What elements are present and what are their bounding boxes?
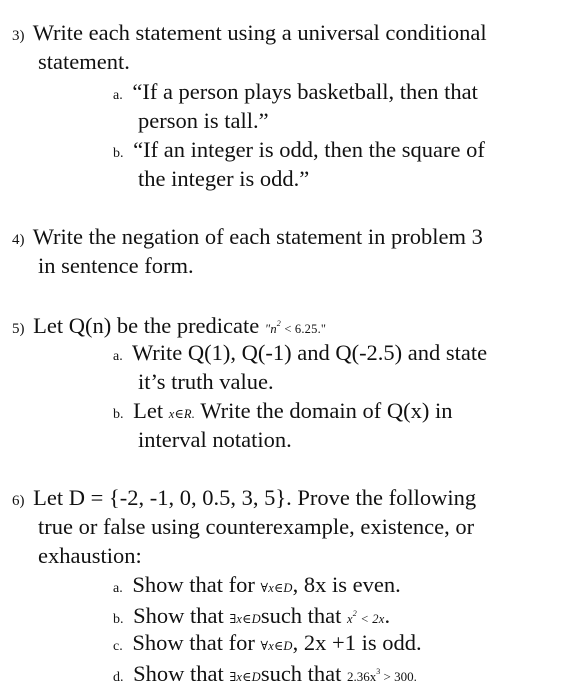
- problem-3b-text-cont: the integer is odd.”: [138, 166, 310, 191]
- problem-6c-text-end: , 2x +1 is odd.: [292, 630, 422, 655]
- problem-3b-text: “If an integer is odd, then the square of: [133, 137, 485, 162]
- problem-5a-text: Write Q(1), Q(-1) and Q(-2.5) and state: [131, 340, 488, 365]
- problem-6b-period: .: [384, 603, 391, 628]
- problem-6d-label: d.: [113, 670, 124, 685]
- problem-5b-let: Let: [133, 398, 164, 423]
- problem-3a-text: “If a person plays basketball, then that: [132, 79, 478, 104]
- problem-6c-line: [113, 629, 422, 661]
- inequality-exponent: 2: [352, 609, 357, 618]
- predicate-exponent: 2: [276, 319, 281, 328]
- cubic-base: 2.36x: [347, 669, 377, 684]
- problem-6-line-1: [12, 484, 476, 515]
- problem-5a-label: a.: [113, 349, 123, 364]
- problem-6a-line: [113, 571, 401, 603]
- problem-6a-text: Show that for: [132, 572, 255, 597]
- problem-5-text: Let Q(n) be the predicate: [33, 313, 260, 338]
- inequality-base: x: [347, 612, 353, 626]
- problem-4-text: Write the negation of each statement in problem 3: [32, 224, 483, 249]
- problem-3-number: 3): [12, 28, 25, 44]
- problem-4-line-2: [38, 252, 194, 280]
- predicate-var: "n: [264, 322, 277, 336]
- inequality-expression: [347, 609, 385, 626]
- problem-3a-line-1: [113, 78, 478, 110]
- problem-6-text: Let D = {-2, -1, 0, 0.5, 3, 5}. Prove the following: [33, 485, 477, 510]
- predicate-expression: [264, 319, 327, 336]
- cubic-inequality-expression: [347, 669, 417, 684]
- problem-4-number: 4): [12, 232, 25, 248]
- forall-expression: ∀x∈D: [260, 581, 293, 595]
- problem-3a-text-cont: person is tall.”: [138, 108, 269, 133]
- problem-3b-label: b.: [113, 146, 124, 161]
- problem-3b-line-2: [138, 165, 309, 193]
- problem-6-line-2: [38, 513, 474, 541]
- problem-6c-label: c.: [113, 639, 123, 654]
- problem-5b-text-cont: interval notation.: [138, 427, 292, 452]
- problem-5b-line-1: [113, 397, 452, 429]
- problem-6-number: 6): [12, 493, 25, 509]
- problem-5b-line-2: [138, 426, 292, 454]
- problem-3-line-2: [38, 48, 130, 76]
- problem-3a-label: a.: [113, 88, 123, 103]
- forall-expression-c: ∀x∈D: [260, 639, 293, 653]
- problem-5b-text: Write the domain of Q(x) in: [200, 398, 453, 423]
- problem-5a-line-2: [138, 368, 274, 396]
- problem-6b-text: Show that: [133, 603, 224, 628]
- cubic-rest: > 300.: [380, 669, 417, 684]
- problem-6b-text-mid: such that: [260, 603, 342, 628]
- problem-6b-label: b.: [113, 612, 124, 627]
- problem-5b-label: b.: [113, 407, 124, 422]
- problem-3-text-cont: statement.: [38, 49, 130, 74]
- problem-6-text-cont: true or false using counterexample, existence, or: [38, 514, 475, 539]
- problem-6-line-3: [38, 542, 142, 570]
- problem-4-text-cont: in sentence form.: [38, 253, 194, 278]
- cubic-exponent: 3: [376, 667, 381, 676]
- exists-expression: ∃x∈D: [229, 612, 261, 626]
- problem-3b-line-1: [113, 136, 485, 168]
- exists-expression-d: ∃x∈D: [229, 670, 261, 684]
- problem-3-text: Write each statement using a universal conditional: [32, 20, 487, 45]
- problem-6d-text-mid: such that: [260, 661, 342, 686]
- problem-6c-text: Show that for: [132, 630, 255, 655]
- problem-6a-text-end: , 8x is even.: [292, 572, 401, 597]
- problem-6-text-cont-2: exhaustion:: [38, 543, 142, 568]
- problem-5-number: 5): [12, 321, 25, 337]
- problem-5a-line-1: [113, 339, 487, 371]
- problem-4-line-1: [12, 223, 483, 254]
- problem-3-line-1: [12, 19, 487, 50]
- inequality-rest: < 2x: [357, 612, 385, 626]
- predicate-bound: < 6.25.": [281, 322, 327, 336]
- problem-6d-line: [113, 658, 417, 692]
- problem-6a-label: a.: [113, 581, 123, 596]
- problem-5a-text-cont: it’s truth value.: [138, 369, 274, 394]
- problem-6d-text: Show that: [133, 661, 224, 686]
- problem-3a-line-2: [138, 107, 269, 135]
- domain-expression: x∈R.: [168, 407, 196, 421]
